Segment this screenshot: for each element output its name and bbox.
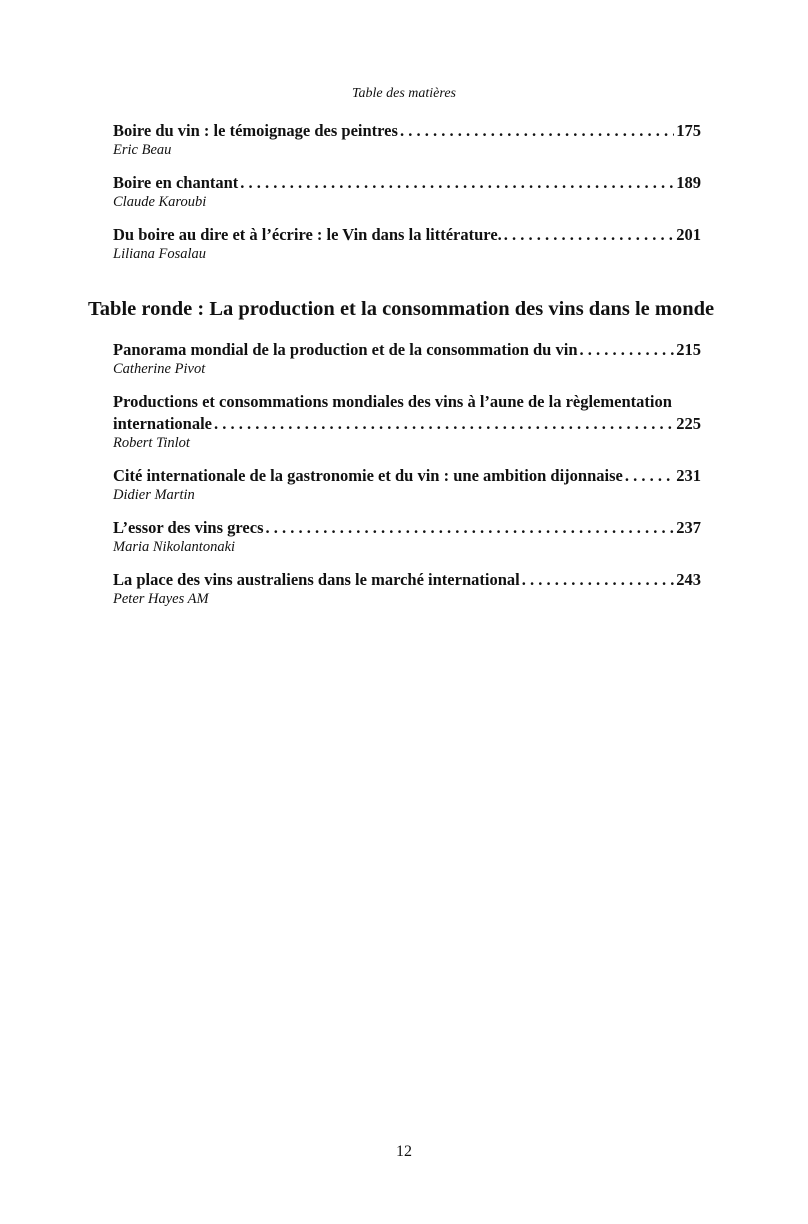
toc-entry-author: Eric Beau xyxy=(113,142,172,158)
dot-leader xyxy=(625,465,674,487)
toc-entry-title: Panorama mondial de la production et de la consommation du vin xyxy=(113,340,578,359)
toc-entry-author: Robert Tinlot xyxy=(113,435,190,451)
toc-entry-line xyxy=(113,517,701,539)
dot-leader xyxy=(214,413,674,435)
dot-leader xyxy=(240,172,674,194)
toc-entry-title: L’essor des vins grecs xyxy=(113,518,264,537)
toc-entry-page: 175 xyxy=(676,121,701,140)
toc-entry-title: Boire en chantant xyxy=(113,173,239,192)
toc-entry-line xyxy=(113,339,701,361)
toc-entry-author: Catherine Pivot xyxy=(113,361,206,377)
toc-entry[interactable] xyxy=(113,517,701,556)
toc-entry-line xyxy=(113,224,701,246)
toc-entry-title-line1: Productions et consommations mondiales des vins à l’aune de la règlementation xyxy=(113,392,672,411)
page-number: 12 xyxy=(396,1143,412,1160)
toc-entry-page: 189 xyxy=(676,173,701,192)
toc-entry-title: Boire du vin : le témoignage des peintres xyxy=(113,121,398,140)
toc-entry[interactable] xyxy=(113,339,701,378)
toc-entry-page: 243 xyxy=(676,570,701,589)
running-head: Table des matières xyxy=(352,86,456,101)
toc-entry-page: 225 xyxy=(676,414,701,433)
toc-entry[interactable] xyxy=(113,569,701,608)
toc-entry-line xyxy=(113,413,701,435)
toc-entry-line xyxy=(113,465,701,487)
toc-entry[interactable] xyxy=(113,172,701,211)
dot-leader xyxy=(400,120,674,142)
toc-entry-page: 237 xyxy=(676,518,701,537)
toc-entry-title: Du boire au dire et à l’écrire : le Vin dans la littérature. xyxy=(113,225,502,244)
toc-entry-line xyxy=(113,172,701,194)
section-title: Table ronde : La production et la consommation des vins dans le monde xyxy=(88,298,715,320)
toc-entry-title: Cité internationale de la gastronomie et du vin : une ambition dijonnaise xyxy=(113,466,623,485)
toc-entry-page: 231 xyxy=(676,466,701,485)
dot-leader xyxy=(266,517,675,539)
dot-leader xyxy=(522,569,675,591)
toc-entry-page: 215 xyxy=(676,340,701,359)
toc-entry-title: internationale xyxy=(113,414,212,433)
dot-leader xyxy=(580,339,675,361)
toc-entry-author: Maria Nikolantonaki xyxy=(113,539,236,555)
toc-entry[interactable] xyxy=(113,224,701,263)
toc-entry[interactable] xyxy=(113,120,701,159)
toc-entry-title: La place des vins australiens dans le marché international xyxy=(113,570,520,589)
toc-entry[interactable] xyxy=(113,465,701,504)
toc-entry[interactable] xyxy=(113,391,701,452)
toc-entry-line xyxy=(113,120,701,142)
toc-entry-author: Peter Hayes AM xyxy=(113,591,209,607)
dot-leader xyxy=(504,224,674,246)
toc-entry-author: Claude Karoubi xyxy=(113,194,207,210)
toc-entry-author: Didier Martin xyxy=(113,487,195,503)
toc-entry-author: Liliana Fosalau xyxy=(113,246,207,262)
toc-entry-line xyxy=(113,569,701,591)
toc-entry-page: 201 xyxy=(676,225,701,244)
